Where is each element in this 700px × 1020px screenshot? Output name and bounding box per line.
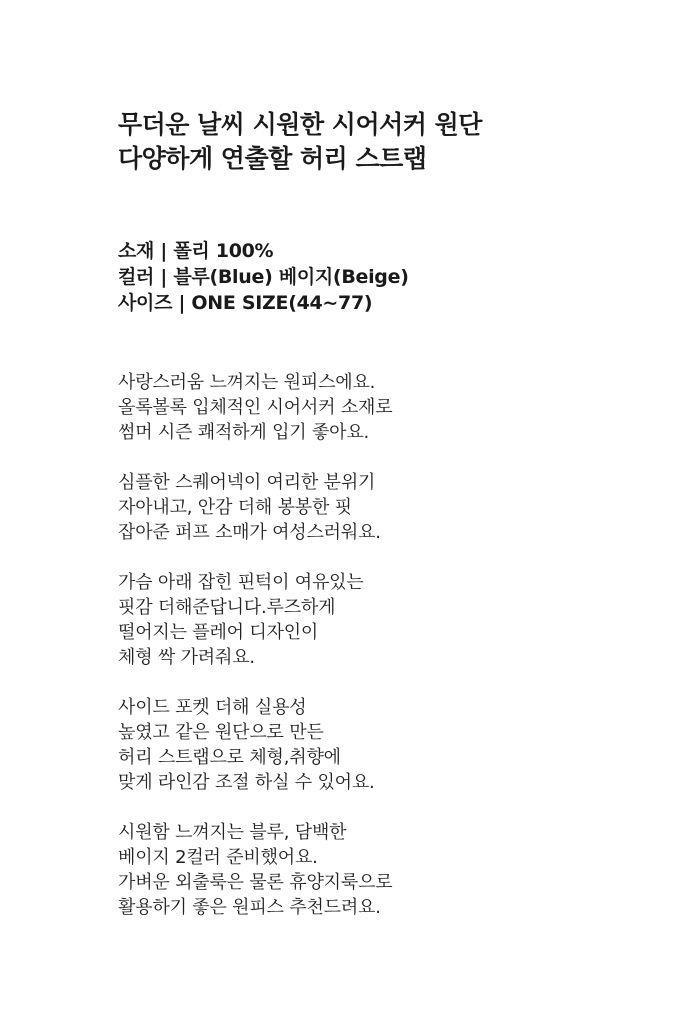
description-line: 베이지 2컬러 준비했어요. [118, 847, 318, 868]
description-paragraph [118, 570, 678, 670]
description-line: 맞게 라인감 조절 하실 수 있어요. [118, 772, 375, 793]
spec-block [118, 238, 678, 316]
description-paragraph [118, 370, 678, 445]
description-line: 심플한 스퀘어넥이 여리한 분위기 [118, 472, 376, 493]
description-line: 핏감 더해준답니다.루즈하게 [118, 597, 336, 618]
description-paragraph [118, 470, 678, 545]
description-line: 올록볼록 입체적인 시어서커 소재로 [118, 397, 393, 418]
description-line: 썸머 시즌 쾌적하게 입기 좋아요. [118, 422, 370, 443]
product-description-page [118, 108, 678, 945]
description-line: 활용하기 좋은 원피스 추천드려요. [118, 897, 381, 918]
headline [118, 108, 678, 176]
description-line: 사랑스러움 느껴지는 원피스에요. [118, 372, 376, 393]
description-line: 자아내고, 안감 더해 봉봉한 핏 [118, 497, 352, 518]
description-line: 잡아준 퍼프 소매가 여성스러워요. [118, 522, 381, 543]
spec-material: 소재 | 폴리 100% [118, 240, 274, 262]
spec-color: 컬러 | 블루(Blue) 베이지(Beige) [118, 266, 409, 288]
headline-line: 다양하게 연출할 허리 스트랩 [118, 144, 427, 173]
description-line: 가벼운 외출룩은 물론 휴양지룩으로 [118, 872, 393, 893]
description-paragraph [118, 820, 678, 920]
spec-size: 사이즈 | ONE SIZE(44~77) [118, 292, 373, 314]
description-line: 가슴 아래 잡힌 핀턱이 여유있는 [118, 572, 364, 593]
description-line: 떨어지는 플레어 디자인이 [118, 622, 319, 643]
description-block [118, 370, 678, 920]
description-line: 높였고 같은 원단으로 만든 [118, 722, 324, 743]
description-line: 사이드 포켓 더해 실용성 [118, 697, 307, 718]
headline-line: 무더운 날씨 시원한 시어서커 원단 [118, 110, 482, 139]
description-line: 체형 싹 가려줘요. [118, 647, 255, 668]
description-paragraph [118, 695, 678, 795]
description-line: 허리 스트랩으로 체형,취향에 [118, 747, 341, 768]
description-line: 시원함 느껴지는 블루, 담백한 [118, 822, 347, 843]
